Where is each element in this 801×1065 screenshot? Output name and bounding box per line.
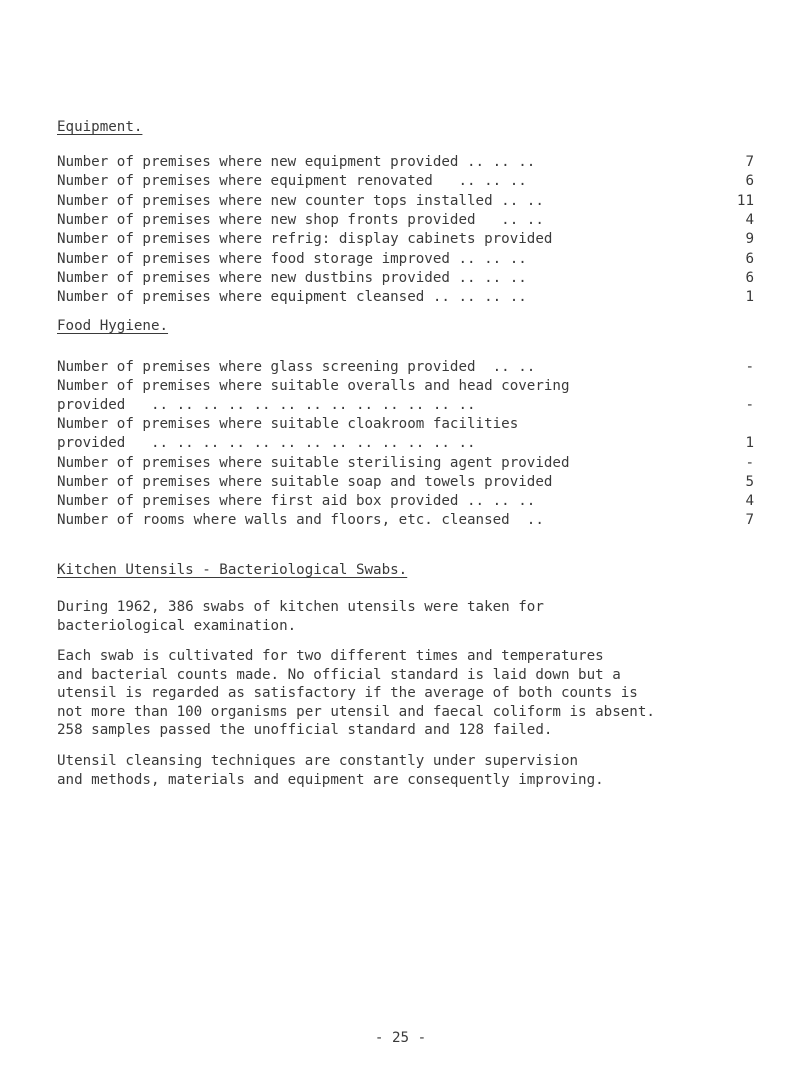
- food-hygiene-heading: Food Hygiene.: [57, 318, 169, 334]
- row-label: Number of premises where suitable sterilising agent provided: [57, 454, 570, 471]
- table-row: [57, 212, 754, 232]
- row-label: Number of premises where food storage improved .. .. ..: [57, 250, 527, 267]
- table-row: [57, 231, 754, 251]
- swabs-taken-paragraph: [57, 598, 757, 635]
- paragraph-line: 258 samples passed the unofficial standard and 128 failed.: [57, 722, 553, 738]
- table-row: [57, 173, 754, 193]
- table-row: [57, 493, 754, 513]
- kitchen-utensils-heading: Kitchen Utensils - Bacteriological Swabs.: [57, 562, 408, 578]
- paragraph-line: Each swab is cultivated for two different times and temperatures: [57, 648, 604, 664]
- swab-standard-paragraph: [57, 647, 757, 740]
- row-label: provided .. .. .. .. .. .. .. .. .. .. .. .. ..: [57, 435, 476, 452]
- table-row: [57, 397, 754, 417]
- row-count: 5: [745, 473, 754, 490]
- row-count: 1: [745, 289, 754, 306]
- row-label: Number of premises where new equipment provided .. .. ..: [57, 154, 536, 170]
- paragraph-line: bacteriological examination.: [57, 617, 297, 634]
- row-label: Number of premises where equipment renovated .. .. ..: [57, 173, 527, 190]
- equipment-heading: Equipment.: [57, 119, 143, 135]
- row-label: Number of premises where suitable soap and towels provided: [57, 473, 553, 490]
- row-label: Number of premises where glass screening provided .. ..: [57, 359, 536, 375]
- table-row: [57, 193, 754, 213]
- row-label: Number of premises where equipment cleansed .. .. .. ..: [57, 289, 527, 306]
- row-count: 9: [745, 231, 754, 248]
- table-row: [57, 154, 754, 174]
- paragraph-line: utensil is regarded as satisfactory if the average of both counts is: [57, 685, 638, 701]
- paragraph-line: During 1962, 386 swabs of kitchen utensils were taken for: [57, 599, 544, 615]
- page-number: - 25 -: [374, 1030, 427, 1046]
- table-row: [57, 378, 754, 398]
- row-label: provided .. .. .. .. .. .. .. .. .. .. .. .. ..: [57, 397, 476, 414]
- row-count: -: [745, 454, 754, 471]
- paragraph-line: and methods, materials and equipment are consequently improving.: [57, 771, 604, 788]
- table-row: [57, 251, 754, 271]
- row-count: 7: [745, 511, 754, 528]
- row-count: 1: [745, 435, 754, 452]
- table-row: [57, 512, 754, 532]
- row-count: 11: [736, 192, 754, 209]
- row-count: 7: [745, 154, 754, 170]
- table-row: [57, 416, 754, 436]
- row-count: 6: [745, 250, 754, 267]
- row-label: Number of rooms where walls and floors, etc. cleansed ..: [57, 511, 544, 528]
- paragraph-line: Utensil cleansing techniques are constantly under supervision: [57, 753, 579, 769]
- table-row: [57, 435, 754, 455]
- table-row: [57, 289, 754, 309]
- row-label: Number of premises where suitable cloakroom facilities: [57, 416, 519, 433]
- row-count: 6: [745, 269, 754, 286]
- row-count: 6: [745, 173, 754, 190]
- row-label: Number of premises where suitable overalls and head covering: [57, 378, 570, 395]
- row-count: -: [745, 359, 754, 375]
- table-row: [57, 270, 754, 290]
- row-count: 4: [745, 211, 754, 228]
- row-label: Number of premises where new shop fronts provided .. ..: [57, 211, 544, 228]
- row-label: Number of premises where first aid box provided .. .. ..: [57, 492, 536, 509]
- table-row: [57, 455, 754, 475]
- row-label: Number of premises where new counter tops installed .. ..: [57, 192, 544, 209]
- row-count: -: [745, 397, 754, 414]
- table-row: [57, 359, 754, 379]
- row-label: Number of premises where new dustbins provided .. .. ..: [57, 269, 527, 286]
- table-row: [57, 474, 754, 494]
- row-count: 4: [745, 492, 754, 509]
- paragraph-line: not more than 100 organisms per utensil and faecal coliform is absent.: [57, 703, 655, 720]
- cleansing-techniques-paragraph: [57, 752, 757, 789]
- row-label: Number of premises where refrig: display cabinets provided: [57, 231, 553, 248]
- paragraph-line: and bacterial counts made. No official standard is laid down but a: [57, 666, 621, 683]
